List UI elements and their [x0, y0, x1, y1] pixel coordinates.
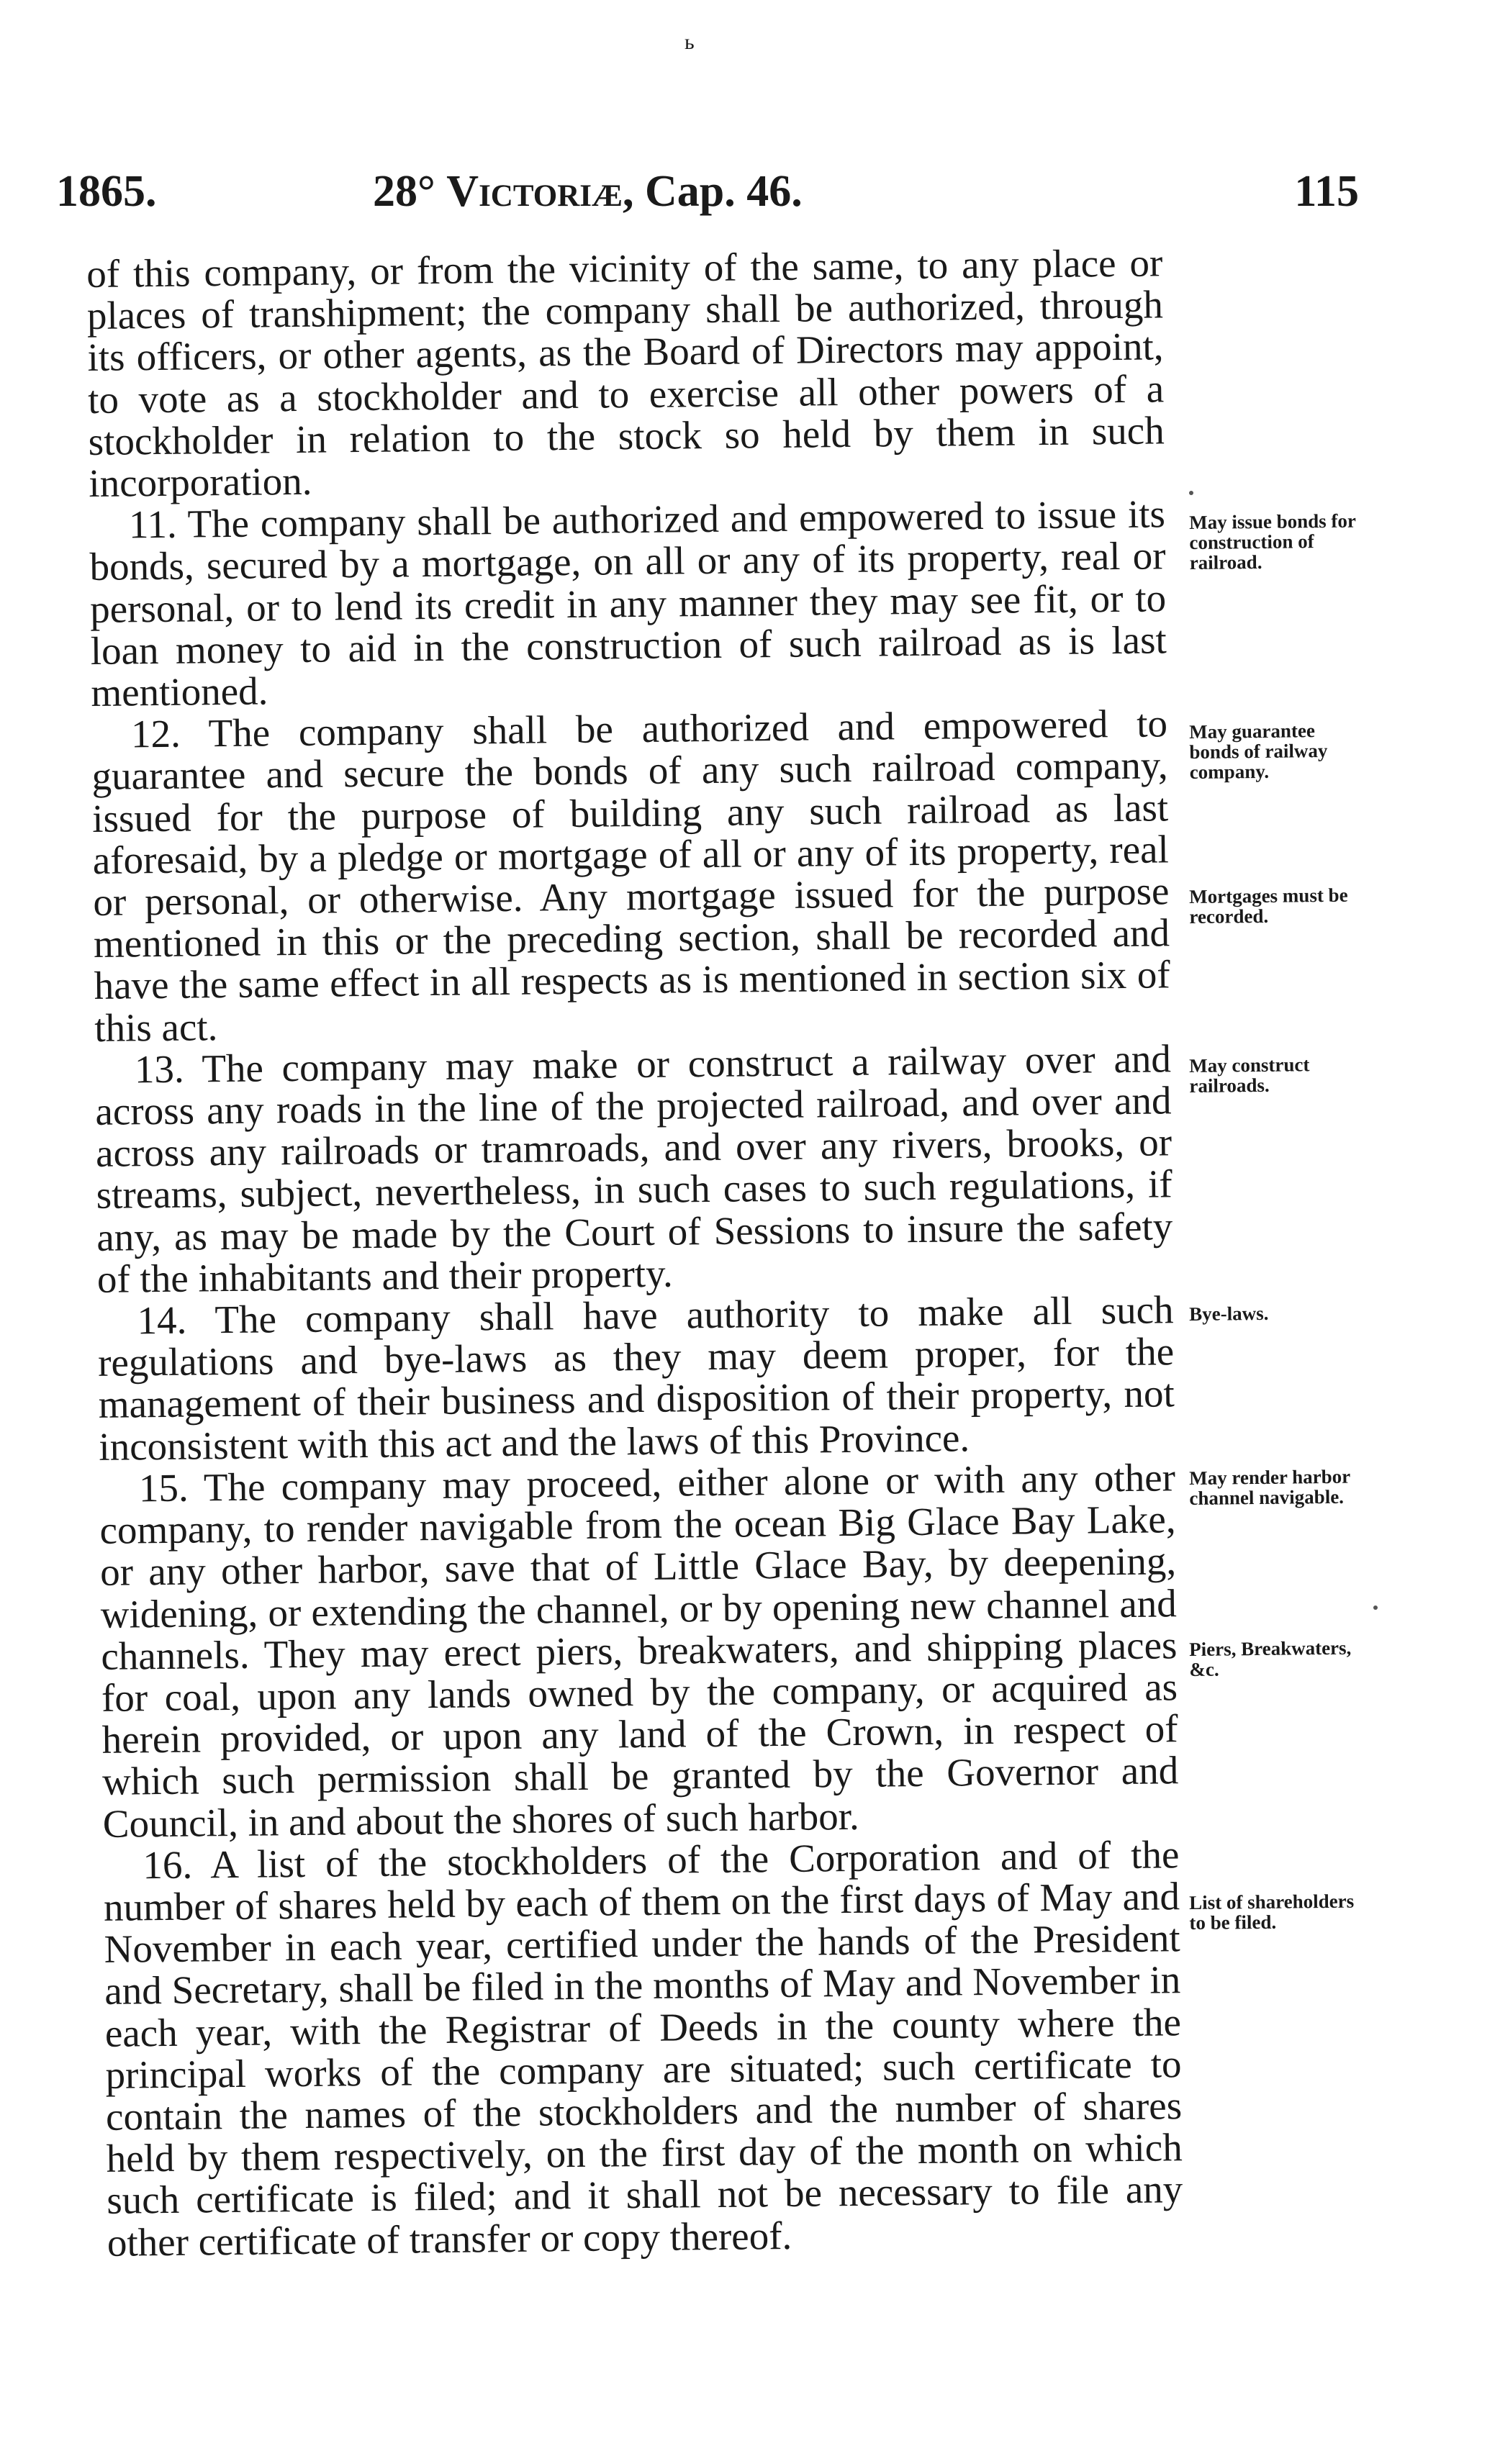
header-title-suffix: , Cap. 46. — [623, 167, 803, 216]
section-15: 15. The company may proceed, either alone or with any other company, to render navigable from the ocean Big Glace Bay Lake, or any other harbor, save that of Little Glace Bay, by deepening, widening, or extending the channel, or by opening new channel and channels. They may erect piers, breakwaters, and shipping places for coal, upon any lands owned by the company, or acquired as herein provided, or upon any land of the Crown, in respect of which such permission shall be granted by the Governor and Council, in and about the shores of such harbor. — [99, 1455, 1179, 1846]
margin-note-issue-bonds: May issue bonds for construction of railroad. — [1188, 509, 1356, 574]
statute-body — [86, 242, 1183, 2263]
header-year: 1865. — [56, 167, 157, 216]
section-14: 14. The company shall have authority to make all such regulations and bye-laws as they may deem proper, for the management of their business and disposition of their property, not inconsistent with this act and the laws of this Province. — [97, 1287, 1175, 1469]
section-11: 11. The company shall be authorized and empowered to issue its bonds, secured by a mortgage, on all or any of its property, real or personal, or to lend its credit in any manner they may see fit, or to loan money to aid in the construction of such railroad as is last mentioned. — [89, 492, 1167, 715]
section-13: 13. The company may make or construct a railway over and across any roads in the line of the projected railroad, and over and across any railroads or tramroads, and over any rivers, brooks, or streams, subject, nevertheless, in such cases to such regulations, if any, as may be made by the Court of Sessions to insure the safety of the inhabitants and their property. — [95, 1036, 1173, 1301]
margin-note-shareholders-list: List of shareholders to be filed. — [1188, 1890, 1355, 1934]
print-speck — [1189, 491, 1193, 495]
running-header — [56, 163, 1359, 220]
margin-note-bye-laws: Bye-laws. — [1188, 1302, 1269, 1325]
section-12: 12. The company shall be authorized and empowered to guarantee and secure the bonds of any such railroad company, issued for the purpose of building any such railroad as last aforesaid, by a pledge or mortgage of all or any of its property, real or personal, or otherwise. Any mortgage issued for the purpose mentioned in this or the preceding section, shall be recorded and have the same effect in all respects as is mentioned in section six of this act. — [91, 701, 1170, 1050]
section-16: 16. A list of the stockholders of the Corporation and of the number of shares held by each of them on the first days of May and November in each year, certified under the hands of the President and Secretary, shall be filed in the months of May and November in each year, with the Registrar of Deeds in the county where the principal works of the company are situated; such certificate to contain the names of the stockholders and the number of shares held by them respectively, on the first day of the month on which such certificate is filed; and it shall not be necessary to file any other certificate of transfer or copy thereof. — [103, 1831, 1183, 2265]
header-title-prefix: 28° — [373, 167, 447, 216]
margin-note-construct-railroads: May construct railroads. — [1188, 1054, 1310, 1097]
margin-note-guarantee-bonds: May guarantee bonds of railway company. — [1188, 720, 1328, 783]
margin-note-piers: Piers, Breakwaters, &c. — [1188, 1636, 1352, 1680]
header-title-smallcaps: Victoriæ — [446, 167, 623, 216]
page-number: 115 — [1294, 167, 1359, 216]
margin-note-mortgages-recorded: Mortgages must be recorded. — [1188, 884, 1348, 928]
stray-print-mark: ь — [685, 30, 695, 54]
margin-note-harbor-channel: May render harbor channel navigable. — [1188, 1465, 1350, 1509]
paragraph-continuation: of this company, or from the vicinity of the same, to any place or places of transhipment; the company shall be authorized, through its officers, or other agents, as the Board of Directors may appoint, to vote as a stockholder and to exercise all other powers of a stockholder in relation to the stock so held by them in such incorporation. — [86, 240, 1165, 505]
header-title — [373, 163, 803, 220]
print-speck — [1373, 1605, 1378, 1610]
